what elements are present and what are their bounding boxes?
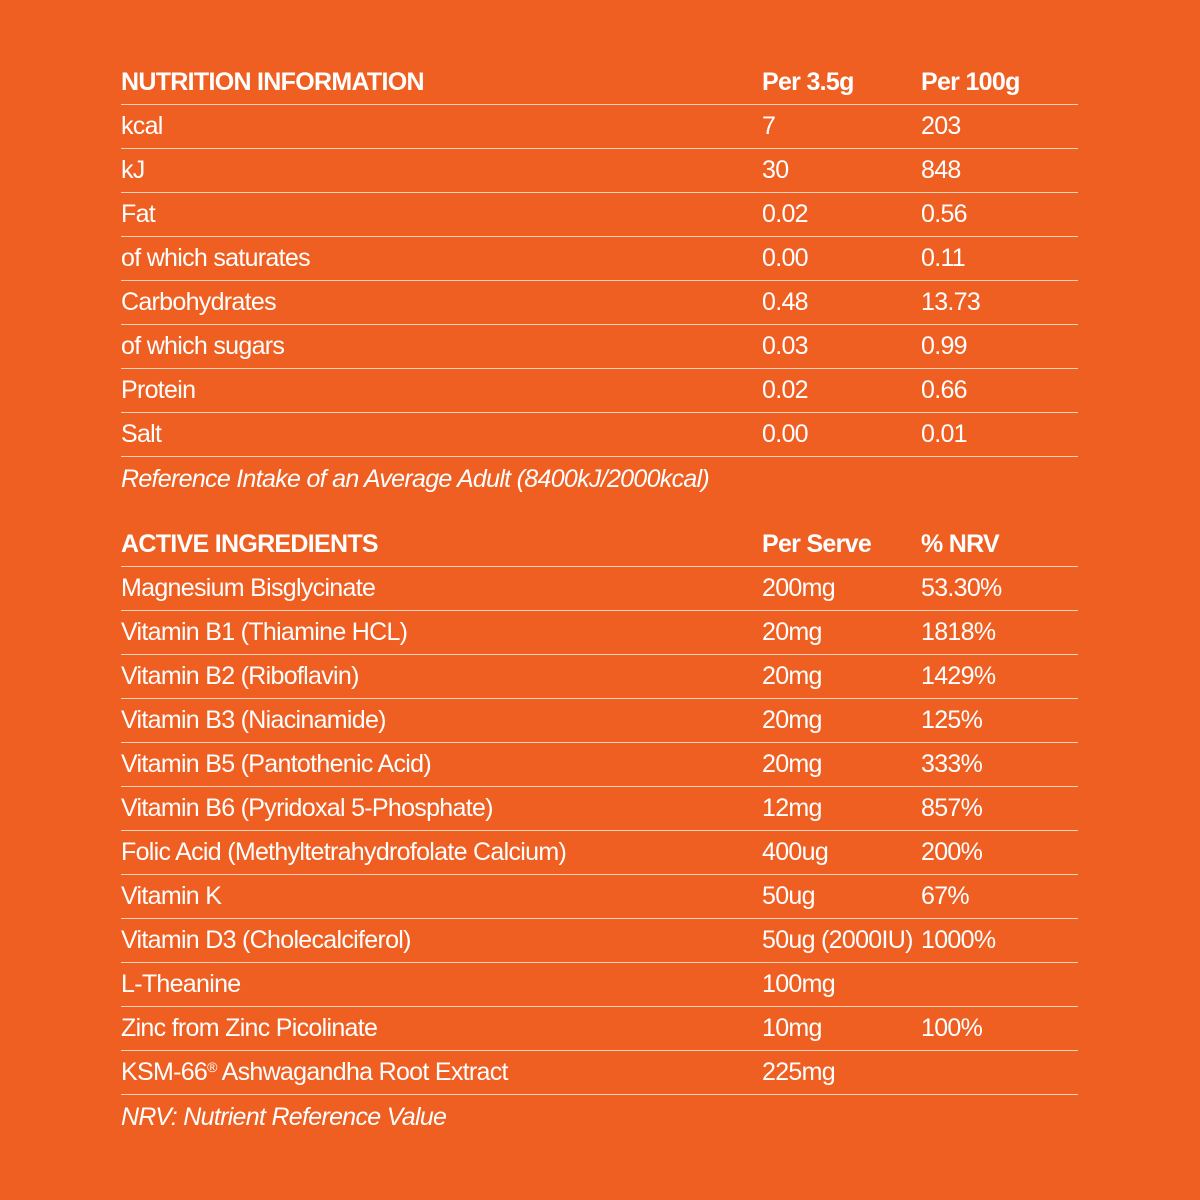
ingredient-brand: KSM-66	[121, 1058, 208, 1086]
ingredient-nrv: 1429%	[921, 662, 996, 690]
table-row	[121, 413, 1078, 457]
ingredient-per-serve: 12mg	[762, 794, 822, 822]
nutrition-header-row	[121, 60, 1078, 105]
nutrient-per-100g: 203	[921, 112, 961, 140]
ingredient-name: Magnesium Bisglycinate	[121, 574, 376, 602]
ingredient-per-serve: 20mg	[762, 662, 822, 690]
nutrition-footnote: Reference Intake of an Average Adult (8400kJ/2000kcal)	[121, 465, 710, 493]
ingredient-name-rest: Ashwagandha Root Extract	[216, 1058, 508, 1086]
nutrition-header-label: NUTRITION INFORMATION	[121, 67, 424, 96]
nutrient-name: kcal	[121, 112, 163, 140]
table-row	[121, 149, 1078, 193]
ingredient-per-serve: 225mg	[762, 1058, 835, 1086]
table-row	[121, 743, 1078, 787]
nutrient-name: Fat	[121, 200, 156, 228]
ingredient-nrv: 53.30%	[921, 574, 1002, 602]
table-row	[121, 875, 1078, 919]
ingredient-per-serve: 50ug (2000IU)	[762, 926, 913, 954]
table-row	[121, 611, 1078, 655]
nutrient-per-serving: 0.03	[762, 332, 808, 360]
ingredient-nrv: 125%	[921, 706, 983, 734]
table-row	[121, 1007, 1078, 1051]
nutrition-table	[121, 60, 1078, 502]
table-row	[121, 325, 1078, 369]
ingredient-name: Vitamin K	[121, 882, 222, 910]
nutrient-name: Carbohydrates	[121, 288, 276, 316]
nutrient-per-serving: 0.00	[762, 420, 808, 448]
ingredient-nrv: 333%	[921, 750, 983, 778]
nutrient-per-serving: 0.48	[762, 288, 808, 316]
active-ingredients-table	[121, 522, 1078, 1140]
nutrient-per-100g: 0.01	[921, 420, 967, 448]
ingredient-per-serve: 200mg	[762, 574, 835, 602]
section-spacer	[121, 502, 1078, 522]
ingredient-per-serve: 20mg	[762, 618, 822, 646]
nutrient-per-100g: 0.11	[921, 244, 966, 272]
ingredient-name: Vitamin D3 (Cholecalciferol)	[121, 926, 411, 954]
nutrition-header-col2: Per 100g	[921, 67, 1020, 96]
nutrient-name: Protein	[121, 376, 196, 404]
table-row	[121, 963, 1078, 1007]
ingredient-name: Vitamin B3 (Niacinamide)	[121, 706, 386, 734]
nutrient-per-100g: 0.99	[921, 332, 967, 360]
nutrient-per-100g: 13.73	[921, 288, 981, 316]
nutrient-per-serving: 30	[762, 156, 789, 184]
nutrient-per-serving: 0.02	[762, 200, 808, 228]
nutrient-per-serving: 0.02	[762, 376, 808, 404]
table-row	[121, 193, 1078, 237]
nutrient-name: of which sugars	[121, 332, 285, 360]
active-header-row	[121, 522, 1078, 567]
ingredient-per-serve: 20mg	[762, 706, 822, 734]
nutrient-name: of which saturates	[121, 244, 310, 272]
nutrient-per-serving: 7	[762, 112, 776, 140]
ingredient-per-serve: 400ug	[762, 838, 829, 866]
ingredient-nrv: 200%	[921, 838, 983, 866]
table-row	[121, 787, 1078, 831]
ingredient-nrv: 100%	[921, 1014, 983, 1042]
nutrition-header-col1: Per 3.5g	[762, 67, 854, 96]
nutrient-per-100g: 0.66	[921, 376, 967, 404]
active-header-label: ACTIVE INGREDIENTS	[121, 529, 378, 558]
ingredient-nrv: 67%	[921, 882, 969, 910]
ingredient-per-serve: 20mg	[762, 750, 822, 778]
nutrient-per-serving: 0.00	[762, 244, 808, 272]
table-row	[121, 919, 1078, 963]
table-row	[121, 655, 1078, 699]
nutrient-name: Salt	[121, 420, 162, 448]
ingredient-name: Vitamin B6 (Pyridoxal 5-Phosphate)	[121, 794, 493, 822]
active-header-col1: Per Serve	[762, 529, 872, 558]
nutrient-per-100g: 848	[921, 156, 961, 184]
ingredient-name: Folic Acid (Methyltetrahydrofolate Calcium)	[121, 838, 567, 866]
table-row	[121, 237, 1078, 281]
table-row	[121, 369, 1078, 413]
ingredient-name: Zinc from Zinc Picolinate	[121, 1014, 378, 1042]
ingredient-per-serve: 100mg	[762, 970, 835, 998]
table-row	[121, 567, 1078, 611]
ingredient-name	[121, 1060, 762, 1085]
nrv-footnote: NRV: Nutrient Reference Value	[121, 1103, 447, 1131]
ingredient-nrv: 857%	[921, 794, 983, 822]
table-row	[121, 105, 1078, 149]
ingredient-nrv: 1818%	[921, 618, 996, 646]
table-row	[121, 699, 1078, 743]
active-header-col2: % NRV	[921, 529, 1000, 558]
ingredient-name: Vitamin B5 (Pantothenic Acid)	[121, 750, 431, 778]
ingredient-name: Vitamin B2 (Riboflavin)	[121, 662, 359, 690]
ingredient-per-serve: 50ug	[762, 882, 815, 910]
table-row	[121, 1051, 1078, 1095]
nutrient-per-100g: 0.56	[921, 200, 967, 228]
nutrient-name: kJ	[121, 156, 145, 184]
table-row	[121, 281, 1078, 325]
ingredient-per-serve: 10mg	[762, 1014, 822, 1042]
table-row	[121, 831, 1078, 875]
ingredient-name: L-Theanine	[121, 970, 241, 998]
ingredient-name: Vitamin B1 (Thiamine HCL)	[121, 618, 408, 646]
nutrition-panel	[121, 60, 1078, 1140]
registered-mark: ®	[207, 1059, 217, 1075]
ingredient-nrv: 1000%	[921, 926, 996, 954]
